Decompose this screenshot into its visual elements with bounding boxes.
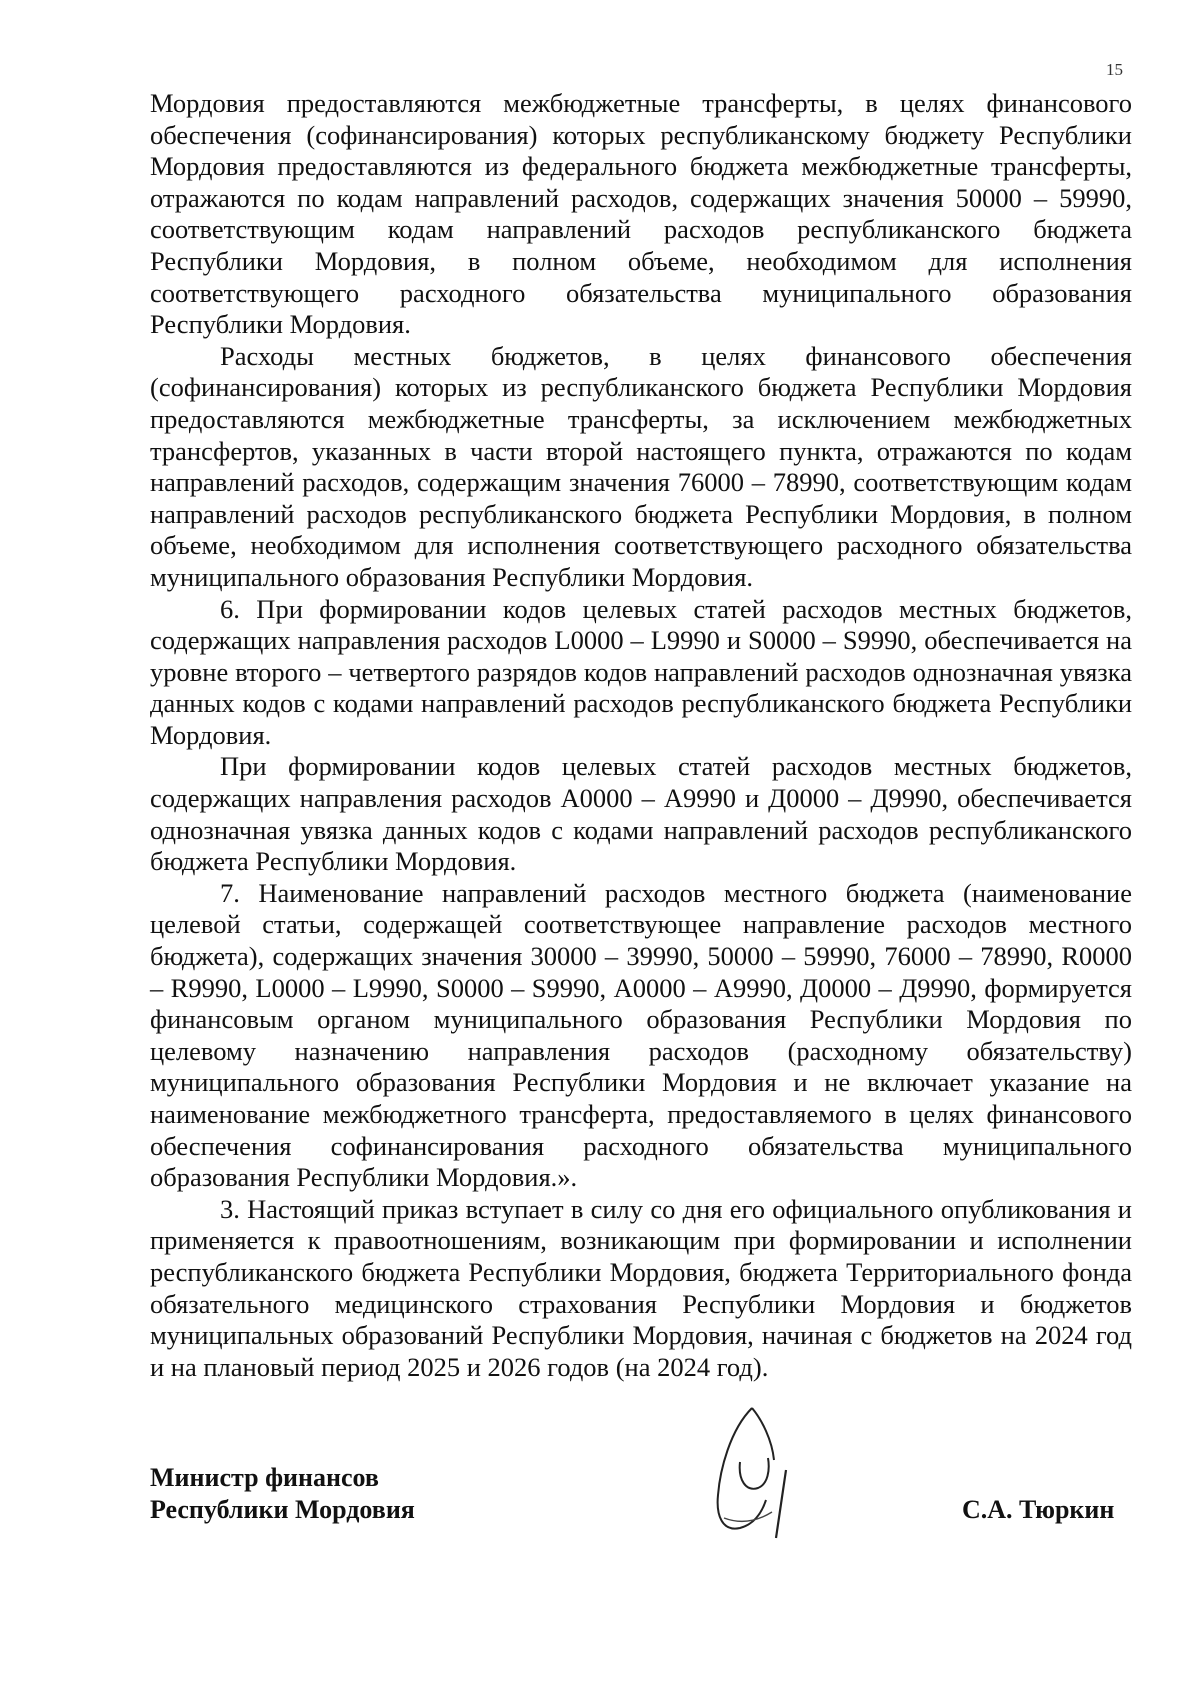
paragraph-continuation: Мордовия предоставляются межбюджетные трансферты, в целях финансового обеспечения (софинансирования) которых республиканскому бюджету Республики Мордовия предоставляются из федерального бюджета межбюджетные трансферты, отражаются по кодам направлений расходов, содержащих значения 50000 – 59990, соответствующим кодам направлений расходов республиканского бюджета Республики Мордовия, в полном объеме, необходимом для исполнения соответствующего расходного обязательства муниципального образования Республики Мордовия. <box>150 88 1132 340</box>
page-number: 15 <box>1106 60 1123 79</box>
paragraph-local-budget-expenses: Расходы местных бюджетов, в целях финансового обеспечения (софинансирования) которых из республиканского бюджета Республики Мордовия предоставляются межбюджетные трансферты, за исключением межбюджетных трансфертов, указанных в части второй настоящего пункта, отражаются по кодам направлений расходов, содержащим значения 76000 – 78990, соответствующим кодам направлений расходов республиканского бюджета Республики Мордовия, в полном объеме, необходимом для исполнения соответствующего расходного обязательства муниципального образования Республики Мордовия. <box>150 340 1132 592</box>
document-body <box>150 88 1132 1383</box>
paragraph-item-3: 3. Настоящий приказ вступает в силу со дня его официального опубликования и применяется к правоотношениям, возникающим при формировании и исполнении республиканского бюджета Республики Мордовия, бюджета Территориального фонда обязательного медицинского страхования Республики Мордовия и бюджетов муниципальных образований Республики Мордовия, начиная с бюджетов на 2024 год и на плановый период 2025 и 2026 годов (на 2024 год). <box>150 1193 1132 1382</box>
handwritten-signature <box>700 1400 830 1540</box>
paragraph-item-6-part-2: При формировании кодов целевых статей расходов местных бюджетов, содержащих направления расходов А0000 – А9990 и Д0000 – Д9990, обеспечивается однозначная увязка данных кодов с кодами направлений расходов республиканского бюджета Республики Мордовия. <box>150 751 1132 877</box>
signatory-name: С.А. Тюркин <box>962 1495 1115 1524</box>
signatory-title-line-2: Республики Мордовия <box>150 1495 415 1524</box>
paragraph-item-6: 6. При формировании кодов целевых статей расходов местных бюджетов, содержащих направления расходов L0000 – L9990 и S0000 – S9990, обеспечивается на уровне второго – четвертого разрядов кодов направлений расходов однозначная увязка данных кодов с кодами направлений расходов республиканского бюджета Республики Мордовия. <box>150 593 1132 750</box>
signatory-title-line-1: Министр финансов <box>150 1463 379 1492</box>
paragraph-item-7: 7. Наименование направлений расходов местного бюджета (наименование целевой статьи, содержащей соответствующее направление расходов местного бюджета), содержащих значения 30000 – 39990, 50000 – 59990, 76000 – 78990, R0000 – R9990, L0000 – L9990, S0000 – S9990, А0000 – А9990, Д0000 – Д9990, формируется финансовым органом муниципального образования Республики Мордовия по целевому назначению направления расходов (расходному обязательству) муниципального образования Республики Мордовия и не включает указание на наименование межбюджетного трансферта, предоставляемого в целях финансового обеспечения софинансирования расходного обязательства муниципального образования Республики Мордовия.». <box>150 877 1132 1193</box>
signatory-title <box>150 1462 415 1526</box>
